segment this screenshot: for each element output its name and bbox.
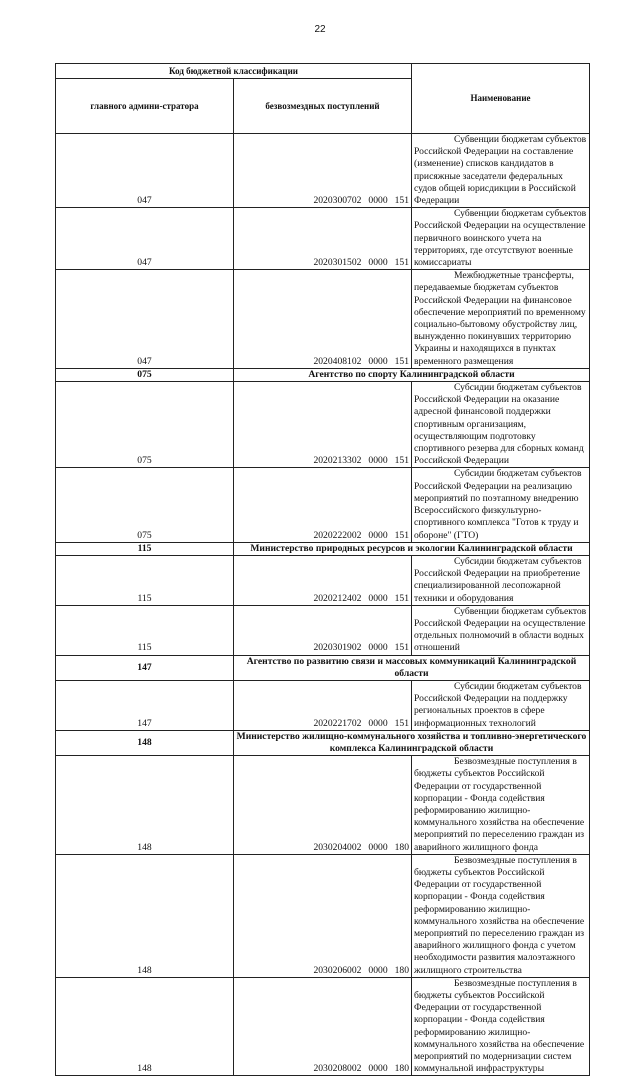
- item-description: Безвозмездные поступления в бюджеты субъектов Российской Федерации от государственной корпорации - Фонда содействия реформированию жилищно-коммунального хозяйства на обеспечение мероприятий по переселению граждан из аварийного жилищного фонда: [414, 756, 585, 853]
- admin-code: 148: [56, 854, 234, 977]
- table-row: [56, 270, 590, 369]
- code-subtype: 0000: [368, 355, 388, 367]
- description-cell: [412, 134, 590, 208]
- revenue-code: [234, 134, 412, 208]
- code-kosgu: 180: [394, 1063, 409, 1075]
- code-subtype: 0000: [368, 529, 388, 541]
- table-row: [56, 134, 590, 208]
- table-row: [56, 854, 590, 977]
- section-row: [56, 368, 590, 381]
- section-row: [56, 542, 590, 555]
- code-main: 2020300702: [313, 195, 362, 207]
- description-cell: [412, 382, 590, 468]
- item-description: Субсидии бюджетам субъектов Российской Федерации на оказание адресной финансовой поддержки спортивным организациям, осуществляющим подготовку спортивного резерва для сборных команд Российской Федерации: [414, 382, 584, 467]
- item-description: Безвозмездные поступления в бюджеты субъектов Российской Федерации от государственной корпорации - Фонда содействия реформированию жилищно-коммунального хозяйства на обеспечение мероприятий по модернизации систем коммунальной инфраструктуры: [414, 977, 585, 1075]
- admin-code: 047: [56, 208, 234, 270]
- table-row: [56, 756, 590, 855]
- description-cell: [412, 555, 590, 605]
- revenue-code: [234, 208, 412, 270]
- code-subtype: 0000: [368, 841, 388, 853]
- code-subtype: 0000: [368, 455, 388, 467]
- item-description: Субсидии бюджетам субъектов Российской Федерации на реализацию мероприятий по поэтапному внедрению Всероссийского физкультурно-спортивного комплекса "Готов к труду и обороне" (ГТО): [414, 468, 582, 541]
- code-kosgu: 180: [394, 841, 409, 853]
- admin-code: 075: [56, 382, 234, 468]
- section-row: [56, 730, 590, 755]
- description-cell: [412, 468, 590, 542]
- code-main: 2030204002: [313, 841, 362, 853]
- code-main: 2020221702: [313, 717, 362, 729]
- admin-code: 075: [56, 468, 234, 542]
- admin-code: 148: [56, 756, 234, 855]
- code-main: 2020222002: [313, 529, 362, 541]
- budget-classification-table: [55, 63, 590, 1076]
- item-description: Субвенции бюджетам субъектов Российской Федерации на осуществление отдельных полномочий в области водных отношений: [414, 605, 587, 654]
- admin-code: 148: [56, 730, 234, 755]
- admin-code: 147: [56, 680, 234, 730]
- code-kosgu: 151: [394, 195, 409, 207]
- table-body: [56, 134, 590, 1076]
- item-description: Субвенции бюджетам субъектов Российской Федерации на составление (изменение) списков кандидатов в присяжные заседатели федеральных судов общей юрисдикции в Российской Федерации: [414, 134, 587, 207]
- revenue-code: [234, 270, 412, 369]
- item-description: Субсидии бюджетам субъектов Российской Федерации на приобретение специализированной лесопожарной техники и оборудования: [414, 555, 582, 604]
- table-row: [56, 555, 590, 605]
- code-kosgu: 151: [394, 717, 409, 729]
- code-main: 2020408102: [313, 355, 362, 367]
- item-description: Безвозмездные поступления в бюджеты субъектов Российской Федерации от государственной корпорации - Фонда содействия реформированию жилищно-коммунального хозяйства на обеспечение мероприятий по переселению граждан из аварийного жилищного фонда с учетом необходимости развития малоэтажного жилищного строительства: [414, 854, 585, 976]
- admin-code: 147: [56, 655, 234, 680]
- admin-code: 075: [56, 368, 234, 381]
- revenue-code: [234, 468, 412, 542]
- section-title: Агентство по развитию связи и массовых коммуникаций Калининградской области: [234, 655, 590, 680]
- admin-code: 115: [56, 555, 234, 605]
- code-subtype: 0000: [368, 717, 388, 729]
- code-subtype: 0000: [368, 195, 388, 207]
- admin-code: 148: [56, 977, 234, 1076]
- admin-code: 115: [56, 542, 234, 555]
- header-revenue-code: безвозмездных поступлений: [234, 79, 412, 134]
- code-main: 2020301902: [313, 642, 362, 654]
- item-description: Межбюджетные трансферты, передаваемые бюджетам субъектов Российской Федерации на финансовое обеспечение мероприятий по временному социально-бытовому обустройству лиц, вынужденно покинувших территорию Украины и находящихся в пунктах временного размещения: [414, 270, 586, 367]
- revenue-code: [234, 977, 412, 1076]
- section-title: Агентство по спорту Калининградской области: [234, 368, 590, 381]
- admin-code: 047: [56, 270, 234, 369]
- header-admin: главного админи-стратора: [56, 79, 234, 134]
- header-group-title: Код бюджетной классификации: [56, 64, 412, 79]
- code-subtype: 0000: [368, 1063, 388, 1075]
- code-kosgu: 151: [394, 529, 409, 541]
- item-description: Субсидии бюджетам субъектов Российской Федерации на поддержку региональных проектов в сфере информационных технологий: [414, 680, 582, 729]
- description-cell: [412, 977, 590, 1076]
- table-row: [56, 605, 590, 655]
- code-kosgu: 151: [394, 355, 409, 367]
- item-description: Субвенции бюджетам субъектов Российской Федерации на осуществление первичного воинского учета на территориях, где отсутствуют военные комиссариаты: [414, 208, 587, 269]
- code-main: 2020301502: [313, 257, 362, 269]
- code-main: 2030206002: [313, 964, 362, 976]
- revenue-code: [234, 605, 412, 655]
- code-main: 2020212402: [313, 592, 362, 604]
- section-title: Министерство природных ресурсов и экологии Калининградской области: [234, 542, 590, 555]
- table-row: [56, 977, 590, 1076]
- revenue-code: [234, 756, 412, 855]
- section-title: Министерство жилищно-коммунального хозяйства и топливно-энергетического комплекса Калининградской области: [234, 730, 590, 755]
- code-kosgu: 180: [394, 964, 409, 976]
- code-kosgu: 151: [394, 642, 409, 654]
- page-number: 22: [314, 24, 326, 35]
- table-row: [56, 468, 590, 542]
- header-name: Наименование: [412, 64, 590, 134]
- description-cell: [412, 680, 590, 730]
- description-cell: [412, 756, 590, 855]
- description-cell: [412, 208, 590, 270]
- revenue-code: [234, 854, 412, 977]
- code-kosgu: 151: [394, 257, 409, 269]
- table-row: [56, 382, 590, 468]
- section-row: [56, 655, 590, 680]
- code-subtype: 0000: [368, 592, 388, 604]
- code-main: 2020213302: [313, 455, 362, 467]
- code-subtype: 0000: [368, 964, 388, 976]
- code-kosgu: 151: [394, 592, 409, 604]
- table-row: [56, 208, 590, 270]
- admin-code: 047: [56, 134, 234, 208]
- revenue-code: [234, 680, 412, 730]
- description-cell: [412, 270, 590, 369]
- code-main: 2030208002: [313, 1063, 362, 1075]
- table-row: [56, 680, 590, 730]
- revenue-code: [234, 382, 412, 468]
- description-cell: [412, 854, 590, 977]
- code-subtype: 0000: [368, 257, 388, 269]
- code-kosgu: 151: [394, 455, 409, 467]
- code-subtype: 0000: [368, 642, 388, 654]
- description-cell: [412, 605, 590, 655]
- revenue-code: [234, 555, 412, 605]
- admin-code: 115: [56, 605, 234, 655]
